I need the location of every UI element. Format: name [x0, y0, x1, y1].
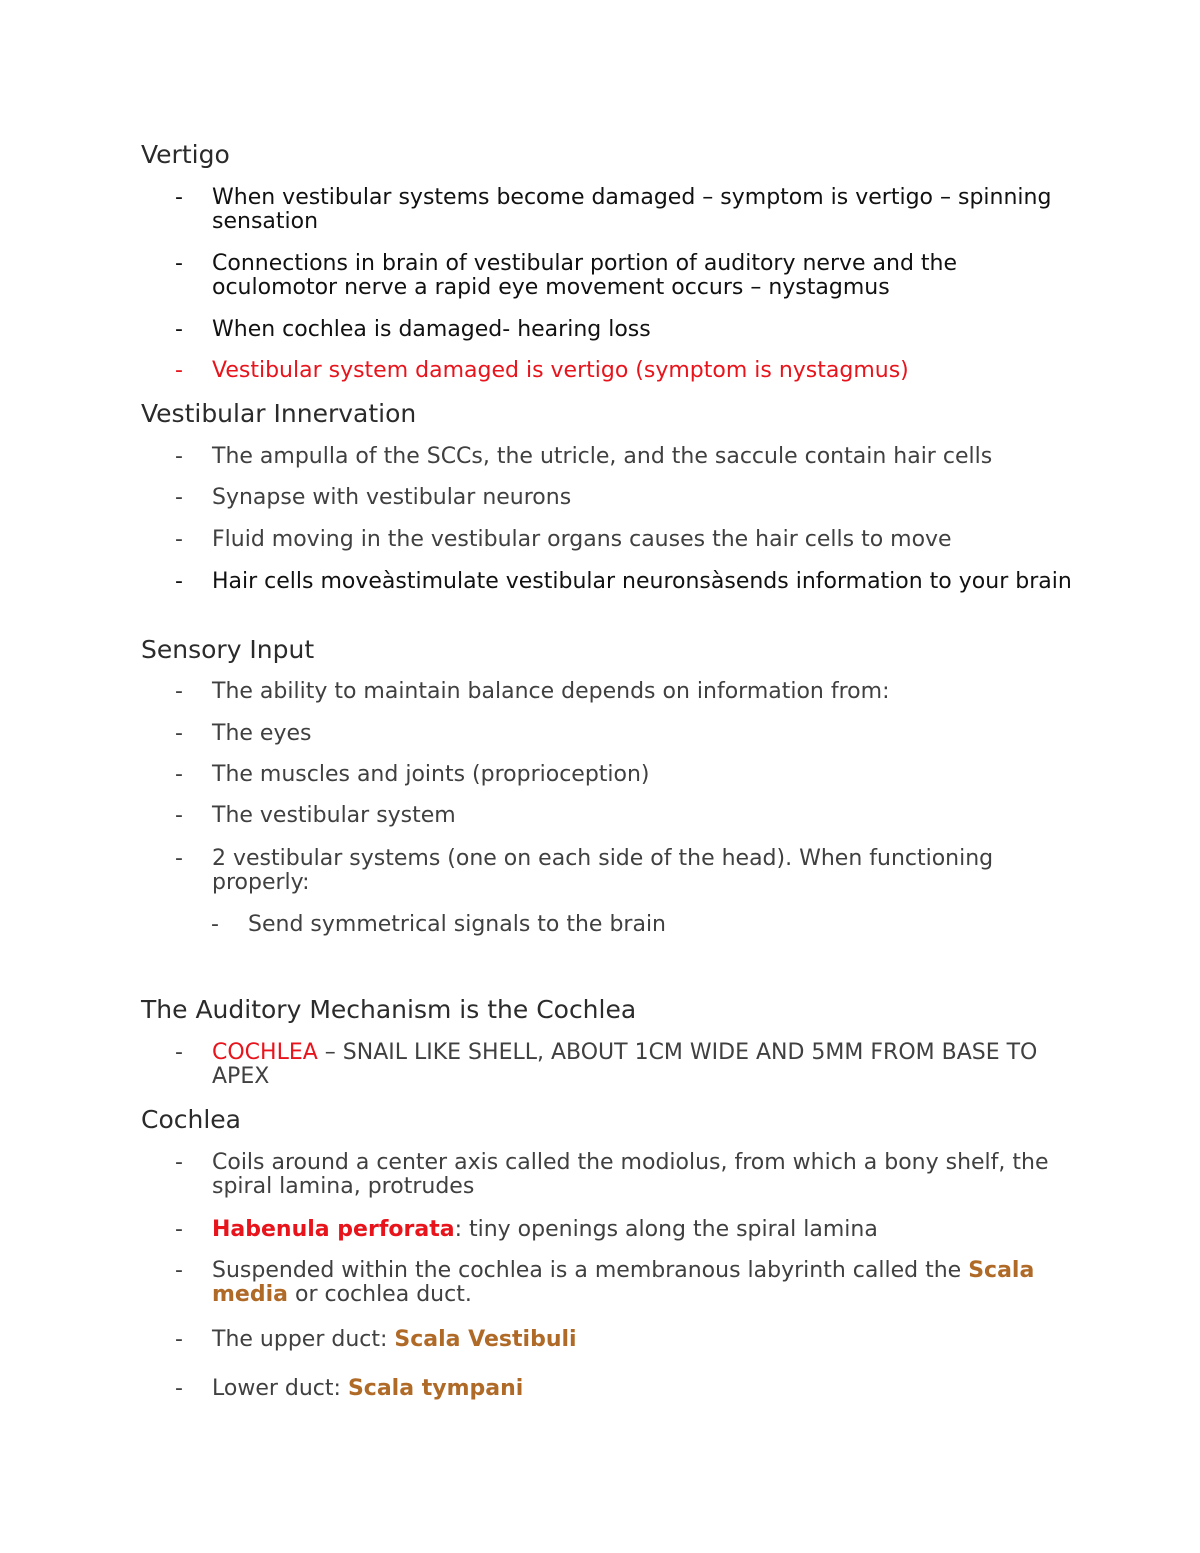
list-item-text: The ampulla of the SCCs, the utricle, and the saccule contain hair cells — [212, 444, 993, 469]
term-habenula-perforata: Habenula perforata — [212, 1217, 455, 1242]
term-prefix: Lower duct: — [212, 1376, 348, 1401]
heading-cochlea: Cochlea — [141, 1105, 241, 1134]
bullet-dash: - — [175, 846, 183, 871]
heading-vestibular-innervation: Vestibular Innervation — [141, 399, 417, 428]
list-item — [175, 722, 1075, 746]
list-subitem — [211, 913, 1071, 937]
list-item-text — [212, 1259, 1075, 1307]
bullet-dash: - — [175, 1327, 183, 1352]
list-item-text: Coils around a center axis called the modiolus, from which a bony shelf, the spiral lamina, protrudes — [212, 1150, 1049, 1199]
list-item-text: The vestibular system — [212, 803, 456, 828]
list-item-text: Hair cells moveàstimulate vestibular neuronsàsends information to your brain — [212, 569, 1072, 594]
bullet-dash: - — [175, 762, 183, 787]
term-scala-vestibuli: Scala Vestibuli — [394, 1327, 577, 1352]
list-item-text: The muscles and joints (proprioception) — [212, 762, 650, 787]
term-description: – SNAIL LIKE SHELL, ABOUT 1CM WIDE AND 5MM FROM BASE TO APEX — [212, 1040, 1038, 1089]
list-item — [175, 486, 1075, 510]
term-prefix: The upper duct: — [212, 1327, 395, 1352]
list-item — [175, 1328, 1075, 1352]
list-item-text — [212, 1377, 1075, 1401]
list-item — [175, 1377, 1075, 1401]
list-item — [175, 570, 1075, 594]
bullet-dash: - — [175, 251, 183, 276]
list-item — [175, 445, 1075, 469]
bullet-dash: - — [175, 721, 183, 746]
list-item — [175, 1041, 1075, 1089]
bullet-dash: - — [175, 1376, 183, 1401]
bullet-dash: - — [175, 1258, 183, 1283]
term-suffix: or cochlea duct. — [287, 1282, 472, 1307]
bullet-dash: - — [175, 803, 183, 828]
list-item-text: The eyes — [212, 721, 312, 746]
list-item — [175, 1218, 1075, 1242]
list-item-text: Connections in brain of vestibular portion of auditory nerve and the oculomotor nerve a rapid eye movement occurs – nystagmus — [212, 251, 958, 300]
heading-sensory-input: Sensory Input — [141, 635, 315, 664]
heading-vertigo: Vertigo — [141, 140, 230, 169]
list-item — [175, 804, 1075, 828]
bullet-dash: - — [175, 317, 183, 342]
list-item-text: Fluid moving in the vestibular organs causes the hair cells to move — [212, 527, 952, 552]
list-item-text — [212, 1328, 1075, 1352]
bullet-dash: - — [175, 527, 183, 552]
term-cochlea: COCHLEA — [212, 1040, 318, 1065]
list-item-text: When cochlea is damaged- hearing loss — [212, 317, 651, 342]
bullet-dash: - — [175, 1150, 183, 1175]
list-item-text: Send symmetrical signals to the brain — [248, 912, 666, 937]
list-item-text: 2 vestibular systems (one on each side of the head). When functioning properly: — [212, 846, 994, 895]
bullet-dash: - — [175, 358, 183, 383]
list-item-text: Synapse with vestibular neurons — [212, 485, 572, 510]
bullet-dash: - — [175, 679, 183, 704]
term-prefix: Suspended within the cochlea is a membranous labyrinth called the — [212, 1258, 969, 1283]
list-item-text — [212, 1041, 1075, 1089]
heading-auditory-mechanism: The Auditory Mechanism is the Cochlea — [141, 995, 637, 1024]
list-item — [175, 252, 1075, 300]
list-item — [175, 763, 1075, 787]
term-scala-tympani: Scala tympani — [347, 1376, 524, 1401]
list-item — [175, 680, 1075, 704]
list-item — [175, 1259, 1075, 1307]
list-item — [175, 847, 1075, 895]
list-item — [175, 318, 1075, 342]
term-scala-media: Scala media — [212, 1258, 1035, 1307]
term-description: : tiny openings along the spiral lamina — [454, 1217, 878, 1242]
bullet-dash: - — [175, 1040, 183, 1065]
list-item — [175, 528, 1075, 552]
list-item-text: When vestibular systems become damaged – symptom is vertigo – spinning sensation — [212, 185, 1052, 234]
list-item-text — [212, 1218, 1075, 1242]
bullet-dash: - — [175, 185, 183, 210]
list-item-text: Vestibular system damaged is vertigo (symptom is nystagmus) — [212, 358, 909, 383]
bullet-dash: - — [175, 444, 183, 469]
list-item — [175, 359, 1075, 383]
list-item — [175, 186, 1075, 234]
list-item — [175, 1151, 1075, 1199]
bullet-dash: - — [175, 569, 183, 594]
bullet-dash: - — [175, 1217, 183, 1242]
bullet-dash: - — [175, 485, 183, 510]
list-item-text: The ability to maintain balance depends on information from: — [212, 679, 890, 704]
bullet-dash: - — [211, 912, 219, 937]
